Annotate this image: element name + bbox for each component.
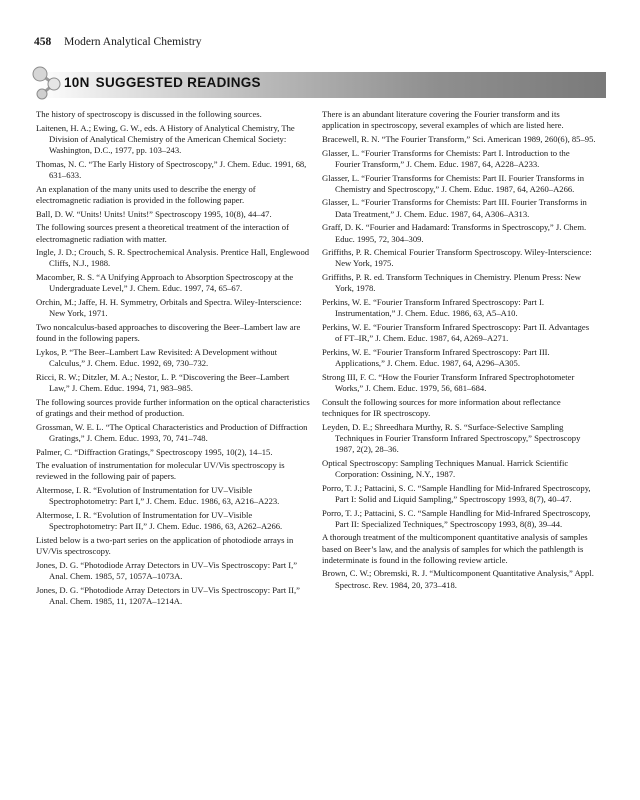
reference-entry: Glasser, L. “Fourier Transforms for Chemists: Part II. Fourier Transforms in Chemistry and Spectroscopy,” J. Chem. Educ. 1987, 64, A260–A266. [322,172,584,194]
intro-paragraph: Listed below is a two-part series on the application of photodiode arrays in UV/Vis spectroscopy. [36,535,294,557]
intro-paragraph: A thorough treatment of the multicomponent quantitative analysis of samples based on Beer’s law, and the analysis of samples for which the pathlength is indeterminate is found in the following review article. [322,532,588,565]
intro-paragraph: The evaluation of instrumentation for molecular UV/Vis spectroscopy is reviewed in the following pair of papers. [36,460,285,482]
intro-paragraph: An explanation of the many units used to describe the energy of electromagnetic radiation is provided in the following paper. [36,183,256,205]
reference-entry: Jones, D. G. “Photodiode Array Detectors in UV–Vis Spectroscopy: Part I,” Anal. Chem. 1985, 57, 1057A–1073A. [36,559,298,582]
reference-entry: Griffiths, P. R. Chemical Fourier Transform Spectroscopy. Wiley-Interscience: New York, 1975. [322,247,592,269]
reference-entry: Lykos, P. “The Beer–Lambert Law Revisited: A Development without Calculus,” J. Chem. Educ. 1992, 69, 730–732. [36,346,278,369]
reference-entry: Bracewell, R. N. “The Fourier Transform,” Sci. American 1989, 260(6), 85–95. [322,133,596,144]
reference-entry: Perkins, W. E. “Fourier Transform Infrared Spectroscopy: Part II. Advantages of FT–IR,” J. Chem. Educ. 1987, 64, A269–A271. [322,322,590,344]
intro-paragraph: Consult the following sources for more information about reflectance techniques for IR spectroscopy. [322,396,561,418]
molecule-icon [28,62,68,102]
reference-entry: Perkins, W. E. “Fourier Transform Infrared Spectroscopy: Part I. Instrumentation,” J. Chem. Educ. 1986, 63, A5–A10. [322,297,544,319]
left-column [36,109,311,610]
reference-entry: Orchin, M.; Jaffe, H. H. Symmetry, Orbitals and Spectra. Wiley-Interscience: New York, 1971. [36,297,302,319]
reference-entry: Palmer, C. “Diffraction Gratings,” Spectroscopy 1995, 10(2), 14–15. [36,446,273,457]
reference-entry: Graff, D. K. “Fourier and Hadamard: Transforms in Spectroscopy,” J. Chem. Educ. 1995, 72, 304–309. [322,222,587,244]
reference-entry: Porro, T. J.; Pattacini, S. C. “Sample Handling for Mid-Infrared Spectroscopy, Part I: Solid and Liquid Sampling,” Spectroscopy 1993, 8(7), 40–47. [322,482,591,504]
section-title: SUGGESTED READINGS [95,75,261,90]
intro-paragraph: There is an abundant literature covering the Fourier transform and its application in spectroscopy, several examples of which are listed here. [322,109,564,131]
reference-entry: Laitenen, H. A.; Ewing, G. W., eds. A History of Analytical Chemistry, The Division of Analytical Chemistry of the American Chemical Society: Washington, D.C., 1977, pp. 103–243. [36,122,295,156]
reference-entry: Strong III, F. C. “How the Fourier Transform Infrared Spectrophotometer Works,” J. Chem. Educ. 1979, 56, 681–684. [322,371,575,393]
reference-entry: Grossman, W. E. L. “The Optical Characteristics and Production of Diffraction Gratings,” J. Chem. Educ. 1993, 70, 741–748. [36,421,308,443]
reference-entry: Optical Spectroscopy: Sampling Techniques Manual. Harrick Scientific Corporation: Ossining, N.Y., 1987. [322,457,569,479]
reference-entry: Ball, D. W. “Units! Units! Units!” Spectroscopy 1995, 10(8), 44–47. [36,208,272,219]
reference-entry: Altermose, I. R. “Evolution of Instrumentation for UV–Visible Spectrophotometry: Part I,” J. Chem. Educ. 1986, 63, A216–A223. [36,485,280,507]
section-heading [64,75,261,90]
page-number: 458 [34,36,52,48]
intro-paragraph: The following sources present a theoretical treatment of the interaction of electromagnetic radiation with matter. [36,222,289,244]
intro-paragraph: The following sources provide further information on the optical characteristics of gratings and their method of production. [36,396,310,418]
reference-entry: Griffiths, P. R. ed. Transform Techniques in Chemistry. Plenum Press: New York, 1978. [322,272,581,294]
reference-entry: Brown, C. W.; Obremski, R. J. “Multicomponent Quantitative Analysis,” Appl. Spectrosc. Rev. 1984, 20, 373–418. [322,568,594,590]
right-column [322,109,597,593]
reference-entry: Glasser, L. “Fourier Transforms for Chemists: Part I. Introduction to the Fourier Transform,” J. Chem. Educ. 1987, 64, A228–A233. [322,147,570,169]
reference-entry: Jones, D. G. “Photodiode Array Detectors in UV–Vis Spectroscopy: Part II,” Anal. Chem. 1985, 11, 1207A–1214A. [36,584,300,606]
reference-entry: Altermose, I. R. “Evolution of Instrumentation for UV–Visible Spectrophotometry: Part II,” J. Chem. Educ. 1986, 63, A262–A266. [36,510,283,532]
running-header [34,36,201,48]
reference-entry: Ricci, R. W.; Ditzler, M. A.; Nestor, L. P. “Discovering the Beer–Lambert Law,” J. Chem. Educ. 1994, 71, 983–985. [36,371,290,393]
intro-paragraph: The history of spectroscopy is discussed in the following sources. [36,109,262,119]
intro-paragraph: Two noncalculus-based approaches to discovering the Beer–Lambert law are found in the following papers. [36,322,301,344]
section-number: 10N [64,75,90,90]
reference-entry: Porro, T. J.; Pattacini, S. C. “Sample Handling for Mid-Infrared Spectroscopy, Part II: Specialized Techniques,” Spectroscopy 1993, 8(8), 39–44. [322,507,591,529]
reference-entry: Glasser, L. “Fourier Transforms for Chemists: Part III. Fourier Transforms in Data Treatment,” J. Chem. Educ. 1987, 64, A306–A313. [322,197,587,219]
book-title: Modern Analytical Chemistry [64,36,202,48]
reference-entry: Leyden, D. E.; Shreedhara Murthy, R. S. “Surface-Selective Sampling Techniques in Fourier Transform Infrared Spectroscopy,” Spectroscopy 1987, 2(2), 28–36. [322,421,581,454]
reference-entry: Perkins, W. E. “Fourier Transform Infrared Spectroscopy: Part III. Applications,” J. Chem. Educ. 1987, 64, A296–A305. [322,346,550,369]
reference-entry: Thomas, N. C. “The Early History of Spectroscopy,” J. Chem. Educ. 1991, 68, 631–633. [36,158,307,180]
reference-entry: Macomber, R. S. “A Unifying Approach to Absorption Spectroscopy at the Undergraduate Level,” J. Chem. Educ. 1997, 74, 65–67. [36,272,294,294]
reference-entry: Ingle, J. D.; Crouch, S. R. Spectrochemical Analysis. Prentice Hall, Englewood Cliffs, N.J., 1988. [36,247,310,269]
